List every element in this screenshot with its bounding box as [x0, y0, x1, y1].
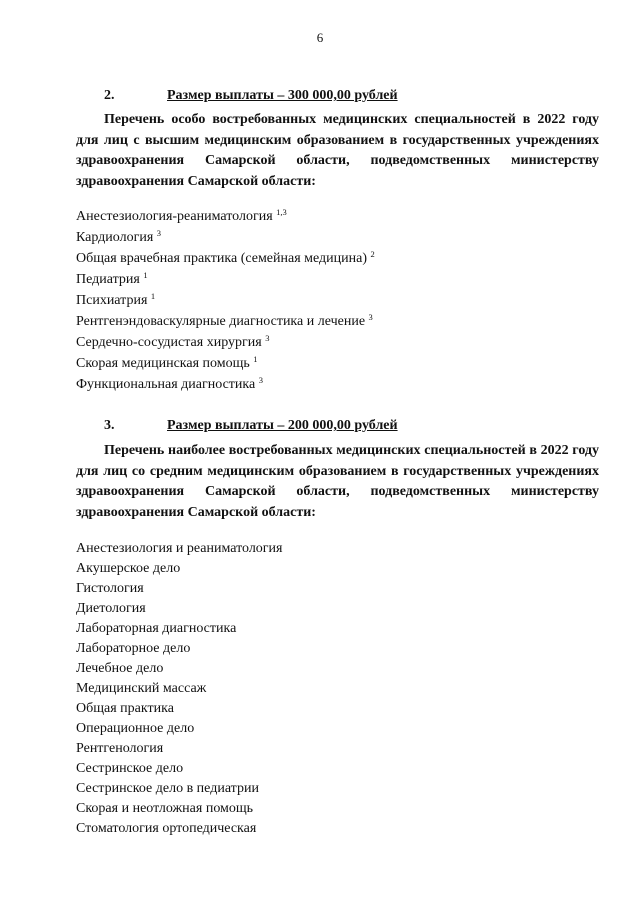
list-item: Лабораторное дело	[76, 641, 191, 656]
list-item	[76, 206, 375, 227]
list-item: Гистология	[76, 581, 144, 596]
section-2-number: 2.	[104, 88, 115, 103]
specialty-name: Психиатрия	[76, 293, 148, 308]
list-item: Скорая и неотложная помощь	[76, 801, 254, 816]
section-3-number: 3.	[104, 418, 115, 433]
section-2-intro: Перечень особо востребованных медицинских специальностей в 2022 году для лиц с высшим медицинским образованием в государственных учреждениях здравоохранения Самарской области, подведомственных министерству здравоохранения Самарской области:	[76, 112, 599, 189]
section-2-heading	[104, 88, 398, 104]
section-3-intro: Перечень наиболее востребованных медицинских специальностей в 2022 году для лиц со средним медицинским образованием в государственных учреждениях здравоохранения Самарской области, подведомственных министерству здравоохранения Самарской области:	[76, 443, 599, 520]
footnote-mark: 1	[150, 291, 156, 301]
list-item: Сестринское дело	[76, 761, 184, 776]
section-3-title: Размер выплаты – 200 000,00 рублей	[167, 418, 398, 433]
specialty-name: Анестезиология-реаниматология	[76, 209, 273, 224]
list-item: Акушерское дело	[76, 561, 181, 576]
list-item	[76, 353, 375, 374]
list-item: Операционное дело	[76, 721, 195, 736]
footnote-mark: 3	[368, 312, 373, 322]
footnote-mark: 1	[253, 354, 258, 364]
specialty-name: Сердечно-сосудистая хирургия	[76, 335, 262, 350]
specialty-name: Общая врачебная практика (семейная медицина)	[76, 251, 368, 266]
specialty-name: Педиатрия	[76, 272, 140, 287]
section-3-heading	[104, 418, 398, 434]
list-item: Диетология	[76, 601, 146, 616]
list-item: Анестезиология и реаниматология	[76, 541, 283, 556]
page-number: 6	[316, 30, 324, 45]
list-item	[76, 290, 375, 311]
specialty-name: Скорая медицинская помощь	[76, 356, 250, 371]
list-item: Стоматология ортопедическая	[76, 821, 257, 836]
section-2-specialty-list	[76, 206, 375, 395]
footnote-mark: 3	[265, 333, 270, 343]
section-3-specialty-list	[76, 539, 282, 839]
footnote-mark: 3	[258, 375, 263, 385]
specialty-name: Рентгенэндоваскулярные диагностика и лечение	[76, 314, 366, 329]
list-item: Лечебное дело	[76, 661, 164, 676]
list-item: Сестринское дело в педиатрии	[76, 781, 259, 796]
list-item: Лабораторная диагностика	[76, 621, 237, 636]
specialty-name: Кардиология	[76, 230, 154, 245]
list-item: Общая практика	[76, 701, 174, 716]
footnote-mark: 3	[156, 228, 162, 238]
section-2-title: Размер выплаты – 300 000,00 рублей	[167, 88, 398, 103]
list-item	[76, 227, 375, 248]
specialty-name: Функциональная диагностика	[76, 377, 256, 392]
list-item: Медицинский массаж	[76, 681, 207, 696]
footnote-mark: 2	[370, 249, 375, 259]
list-item	[76, 248, 375, 269]
list-item	[76, 332, 375, 353]
list-item	[76, 269, 375, 290]
footnote-mark: 1	[143, 270, 148, 280]
list-item: Рентгенология	[76, 741, 164, 756]
list-item	[76, 374, 375, 395]
list-item	[76, 311, 375, 332]
footnote-mark: 1,3	[276, 207, 287, 217]
